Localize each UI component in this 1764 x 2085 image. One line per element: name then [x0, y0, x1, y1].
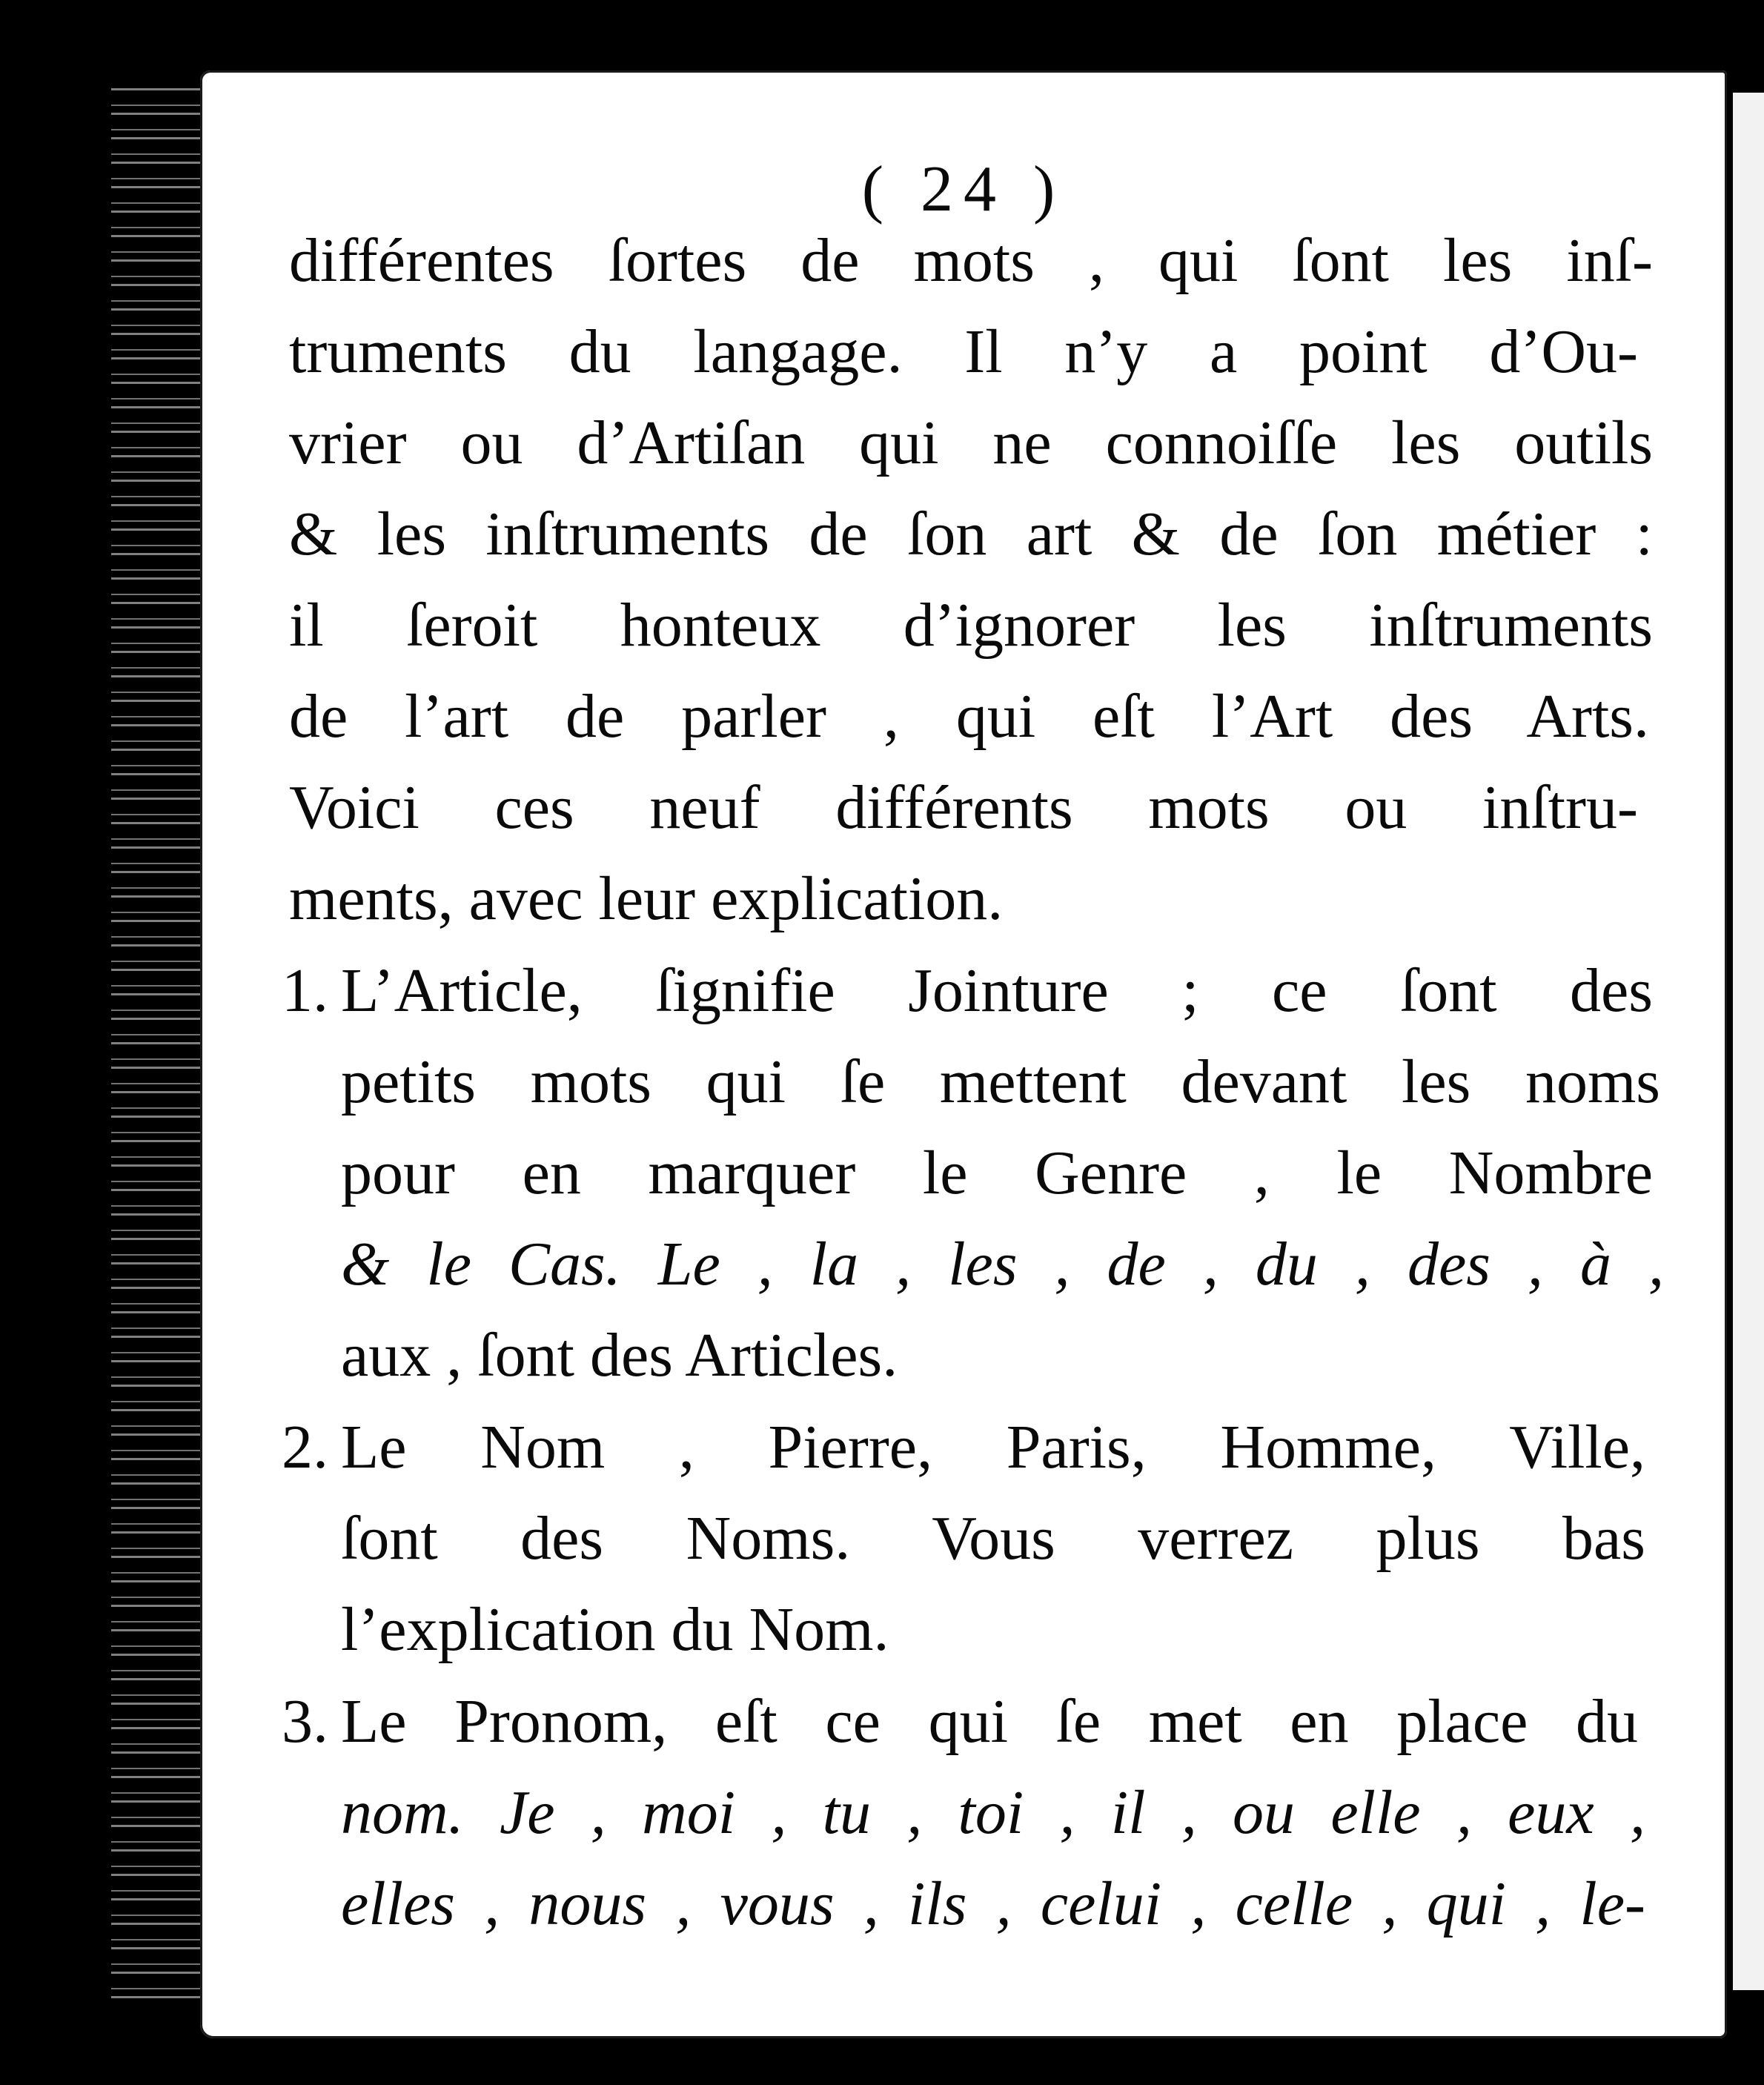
list-item-line: ſont des Noms. Vous verrez plus bas — [341, 1504, 1645, 1573]
text-line: différentes ſortes de mots , qui ſont les inſ- — [289, 226, 1653, 295]
list-item-line: Le Pronom, eſt ce qui ſe met en place du — [341, 1687, 1638, 1756]
list-item-line: pour en marquer le Genre , le Nombre — [341, 1138, 1653, 1207]
page-number-header: ( 24 ) — [861, 153, 1066, 225]
text-line: Voici ces neuf différents mots ou inſtru- — [289, 773, 1638, 842]
facing-page-edge — [1733, 93, 1764, 1990]
book-page — [200, 70, 1727, 2038]
list-item-line: petits mots qui ſe mettent devant les noms — [341, 1047, 1660, 1116]
list-item-line: elles , nous , vous , ils , celui , celle , qui , le- — [341, 1869, 1645, 1938]
book-spine-edge — [111, 82, 208, 2009]
list-item-line: Le Nom , Pierre, Paris, Homme, Ville, — [341, 1413, 1645, 1482]
list-item-line: l’explication du Nom. — [341, 1595, 889, 1664]
list-item-line: & le Cas. Le , la , les , de , du , des , à , — [341, 1230, 1664, 1299]
text-line: & les inſtruments de ſon art & de ſon métier : — [289, 500, 1653, 569]
list-item-line: L’Article, ſignifie Jointure ; ce ſont des — [341, 956, 1653, 1025]
list-item-number: 3. — [282, 1687, 328, 1756]
text-line: ments, avec leur explication. — [289, 864, 1004, 933]
text-line: de l’art de parler , qui eſt l’Art des Arts. — [289, 682, 1649, 751]
list-item-number: 2. — [282, 1413, 328, 1482]
list-item-number: 1. — [282, 956, 328, 1025]
text-line: vrier ou d’Artiſan qui ne connoiſſe les outils — [289, 408, 1653, 477]
list-item-line: nom. Je , moi , tu , toi , il , ou elle , eux , — [341, 1778, 1645, 1847]
text-line: il ſeroit honteux d’ignorer les inſtruments — [289, 591, 1653, 660]
text-line: truments du langage. Il n’y a point d’Ou- — [289, 317, 1638, 386]
list-item-line: aux , ſont des Articles. — [341, 1321, 898, 1390]
